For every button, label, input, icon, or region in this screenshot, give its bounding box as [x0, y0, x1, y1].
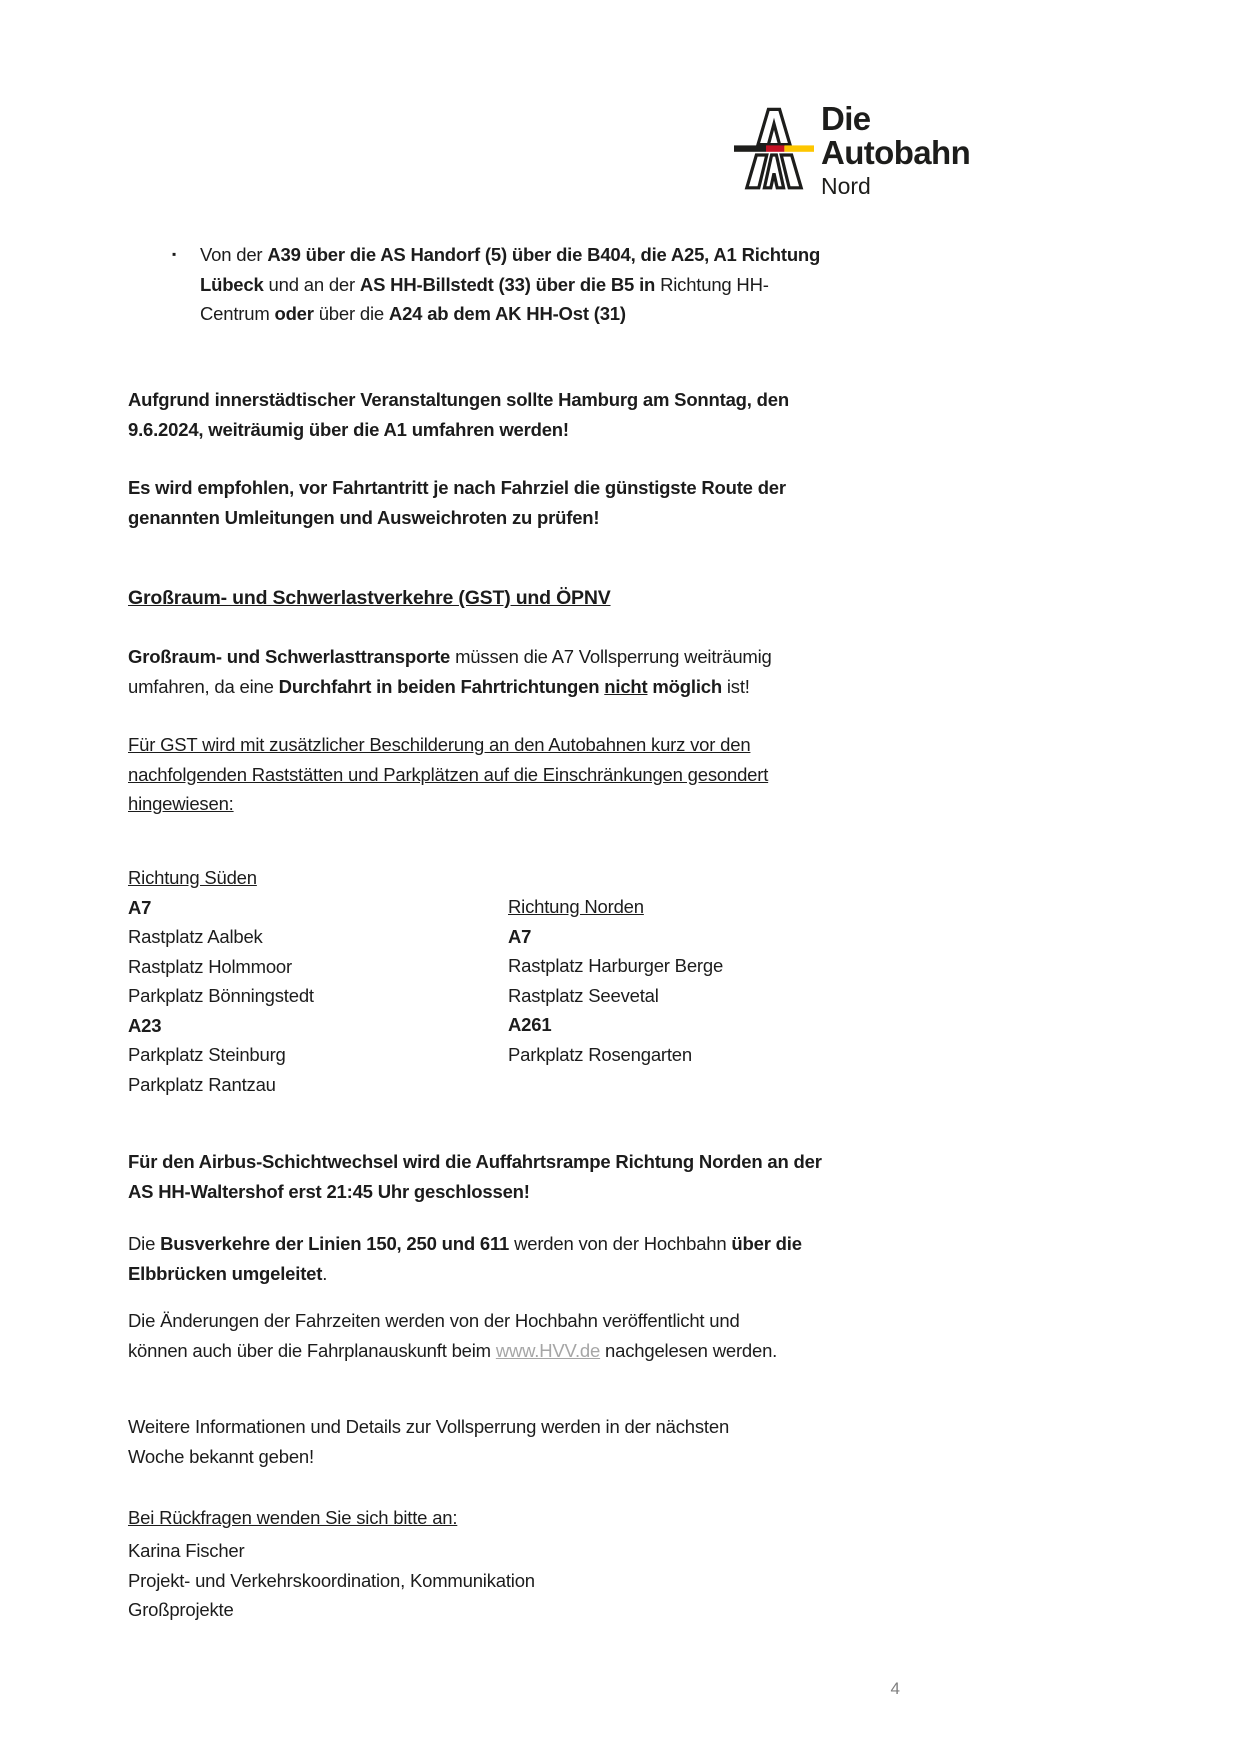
text-run: Für GST wird mit zusätzlicher Beschilderung an den Autobahnen kurz vor den — [128, 734, 751, 755]
route-bullet-item — [128, 240, 888, 329]
autobahn-bridge-icon — [734, 100, 814, 194]
rest-area-item: Parkplatz Steinburg — [128, 1044, 286, 1065]
text-run: oder — [274, 303, 314, 324]
text-run: 9.6.2024, weiträumig über die A1 umfahren werden! — [128, 418, 569, 440]
rest-area-item: Richtung Süden — [128, 867, 257, 888]
text-run: ist! — [721, 675, 750, 697]
rest-area-item: Rastplatz Seevetal — [508, 984, 659, 1006]
text-run: Lübeck — [200, 273, 264, 295]
rest-area-item: A7 — [128, 896, 152, 918]
text-run: werden von der Hochbahn — [509, 1233, 732, 1254]
rest-area-item: Parkplatz Rantzau — [128, 1073, 276, 1095]
text-run: A24 ab dem AK HH-Ost (31) — [388, 303, 626, 324]
paragraph-bus-lines — [128, 1229, 888, 1288]
rest-area-item: Rastplatz Harburger Berge — [508, 955, 724, 976]
text-run: Woche bekannt geben! — [128, 1445, 314, 1467]
text-run: AS HH-Waltershof erst 21:45 Uhr geschlossen! — [128, 1180, 530, 1202]
contact-line: Projekt- und Verkehrskoordination, Kommunikation — [128, 1569, 535, 1591]
logo-title-line2: Autobahn — [821, 134, 971, 171]
rest-area-item: A7 — [508, 925, 532, 947]
text-run: Für den Airbus-Schichtwechsel wird die Auffahrtsrampe Richtung Norden an der — [128, 1151, 822, 1172]
paragraph-recommendation — [128, 473, 888, 532]
text-run: möglich — [647, 675, 722, 697]
text-run: über die — [313, 303, 389, 324]
paragraph-airbus — [128, 1147, 888, 1206]
paragraph-more-info — [128, 1412, 888, 1471]
text-run: nicht — [604, 675, 648, 697]
text-run: Durchfahrt in beiden Fahrtrichtungen — [278, 675, 605, 697]
page-number: 4 — [890, 1679, 900, 1698]
text-run: Von der — [200, 244, 268, 265]
text-run: Elbbrücken umgeleitet — [128, 1262, 323, 1284]
rest-area-item: Rastplatz Holmmoor — [128, 955, 292, 977]
text-run: nachfolgenden Raststätten und Parkplätzen auf die Einschränkungen gesondert — [128, 763, 769, 785]
text-run: Busverkehre der Linien 150, 250 und 611 — [160, 1233, 510, 1254]
text-run: hingewiesen: — [128, 793, 234, 814]
text-run: können auch über die Fahrplanauskunft beim — [128, 1339, 496, 1361]
text-run: Die — [128, 1233, 161, 1254]
paragraph-warning-events — [128, 385, 888, 444]
contact-heading: Bei Rückfragen wenden Sie sich bitte an: — [128, 1507, 458, 1528]
contact-line: Karina Fischer — [128, 1540, 245, 1561]
rest-area-item: Rastplatz Aalbek — [128, 926, 263, 947]
bullet-marker: ▪ — [172, 247, 177, 261]
text-run: Die Änderungen der Fahrzeiten werden von der Hochbahn veröffentlicht und — [128, 1310, 740, 1331]
text-run: genannten Umleitungen und Ausweichroten zu prüfen! — [128, 506, 600, 528]
logo-text — [821, 102, 970, 199]
rest-area-item: Parkplatz Bönningstedt — [128, 985, 314, 1006]
paragraph-gst-intro — [128, 642, 888, 701]
rest-area-item: Richtung Norden — [508, 896, 644, 917]
paragraph-schedule-changes — [128, 1306, 888, 1365]
text-run: Richtung HH- — [655, 273, 769, 295]
logo-region: Nord — [821, 173, 871, 199]
text-run: Es wird empfohlen, vor Fahrtantritt je nach Fahrziel die günstigste Route der — [128, 477, 786, 498]
rest-area-item: A261 — [508, 1014, 552, 1035]
text-run: nachgelesen werden. — [600, 1339, 778, 1361]
hvv-link[interactable]: www.HVV.de — [495, 1339, 601, 1361]
text-run: A39 über die AS Handorf (5) über die B404, die A25, A1 Richtung — [267, 244, 821, 265]
text-run: Weitere Informationen und Details zur Vollsperrung werden in der nächsten — [128, 1416, 730, 1437]
text-run: umfahren, da eine — [128, 675, 279, 697]
text-run: Centrum — [200, 303, 275, 324]
paragraph-gst-signage — [128, 730, 888, 819]
text-run: Aufgrund innerstädtischer Veranstaltungen sollte Hamburg am Sonntag, den — [128, 389, 789, 410]
contact-line: Großprojekte — [128, 1599, 234, 1620]
text-run: AS HH-Billstedt (33) über die B5 in — [359, 273, 656, 295]
text-run: . — [322, 1262, 328, 1284]
rest-areas-south-column — [128, 863, 488, 1099]
logo-title-line1: Die — [821, 100, 871, 137]
rest-area-item: Parkplatz Rosengarten — [508, 1043, 692, 1065]
contact-block — [128, 1536, 888, 1625]
rest-areas-north-column — [508, 892, 868, 1069]
text-run: über die — [731, 1233, 802, 1254]
text-run: müssen die A7 Vollsperrung weiträumig — [450, 646, 772, 667]
text-run: und an der — [263, 273, 360, 295]
section-heading-gst: Großraum- und Schwerlastverkehre (GST) und ÖPNV — [128, 587, 611, 609]
text-run: Großraum- und Schwerlasttransporte — [128, 646, 451, 667]
rest-area-item: A23 — [128, 1014, 162, 1036]
route-bullet-text — [200, 240, 888, 329]
